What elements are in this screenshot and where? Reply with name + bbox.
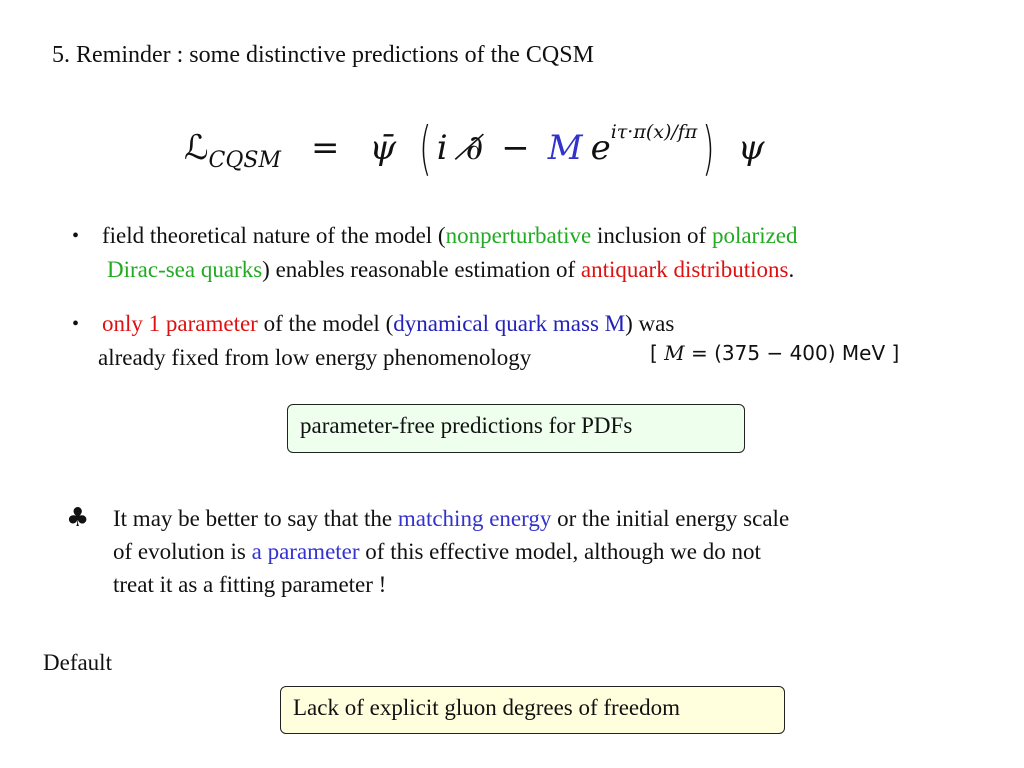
bullet-1-text: ) enables reasonable estimation of xyxy=(262,257,581,282)
club-line-3: treat it as a fitting parameter ! xyxy=(113,572,387,597)
bullet-1-line-2 xyxy=(107,253,794,287)
club-matching-energy: matching energy xyxy=(397,506,552,531)
default-label: Default xyxy=(43,650,112,675)
mass-bracket: [ xyxy=(650,341,665,365)
bullet-marker-2: • xyxy=(72,313,80,335)
bullet-1-polarized: polarized xyxy=(711,223,798,248)
club-text: of evolution is xyxy=(113,539,252,564)
bullet-2-one-parameter: only 1 parameter xyxy=(102,311,258,336)
bullet-1-text: field theoretical nature of the model ( xyxy=(102,223,446,248)
club-icon: ♣ xyxy=(66,503,90,533)
lagrangian-formula xyxy=(184,108,864,188)
formula-exponent: iτ·π(x)/fπ xyxy=(610,121,698,143)
bullet-2-text: of the model ( xyxy=(257,311,394,336)
slide-title: 5. Reminder : some distinctive predictions of the CQSM xyxy=(52,42,594,68)
club-line-1 xyxy=(113,502,789,536)
formula-dslash: ∂̸ xyxy=(465,128,484,168)
parameter-free-box: parameter-free predictions for PDFs xyxy=(287,404,745,453)
mass-symbol: M xyxy=(664,341,685,365)
formula-left-paren: ( xyxy=(419,114,432,182)
bullet-2-line-1 xyxy=(102,307,674,341)
club-text: It may be better to say that the xyxy=(113,506,398,531)
formula-psi: ψ xyxy=(737,128,765,168)
formula-minus: − xyxy=(501,128,530,168)
club-line-2 xyxy=(113,535,761,569)
club-text: of this effective model, although we do not xyxy=(359,539,761,564)
formula-mass: M xyxy=(547,128,583,168)
mass-range xyxy=(650,341,899,365)
bullet-1-line-1 xyxy=(102,219,798,253)
gluon-box: Lack of explicit gluon degrees of freedom xyxy=(280,686,785,734)
bullet-2-text: ) was xyxy=(625,311,675,336)
bullet-1-dirac-sea: Dirac-sea quarks xyxy=(107,257,263,282)
formula-psibar: ψ̄ xyxy=(369,128,397,168)
bullet-1-antiquark: antiquark distributions xyxy=(580,257,789,282)
club-text: or the initial energy scale xyxy=(551,506,790,531)
bullet-1-text: inclusion of xyxy=(591,223,712,248)
mass-value: = (375 − 400) MeV ] xyxy=(684,341,900,365)
bullet-marker-1: • xyxy=(72,225,80,247)
formula-equals: = xyxy=(310,128,340,168)
formula-subscript: CQSM xyxy=(208,147,281,173)
club-a-parameter: a parameter xyxy=(251,539,360,564)
formula-exp-base: e xyxy=(590,128,611,168)
bullet-2-line-2: already fixed from low energy phenomenology xyxy=(98,345,532,370)
bullet-1-period: . xyxy=(788,257,795,282)
formula-right-paren: ) xyxy=(702,114,715,182)
formula-i: i xyxy=(436,128,448,168)
formula-lagrangian: ℒ xyxy=(184,128,209,168)
bullet-2-quark-mass: dynamical quark mass M xyxy=(393,311,626,336)
bullet-1-nonperturbative: nonperturbative xyxy=(445,223,592,248)
